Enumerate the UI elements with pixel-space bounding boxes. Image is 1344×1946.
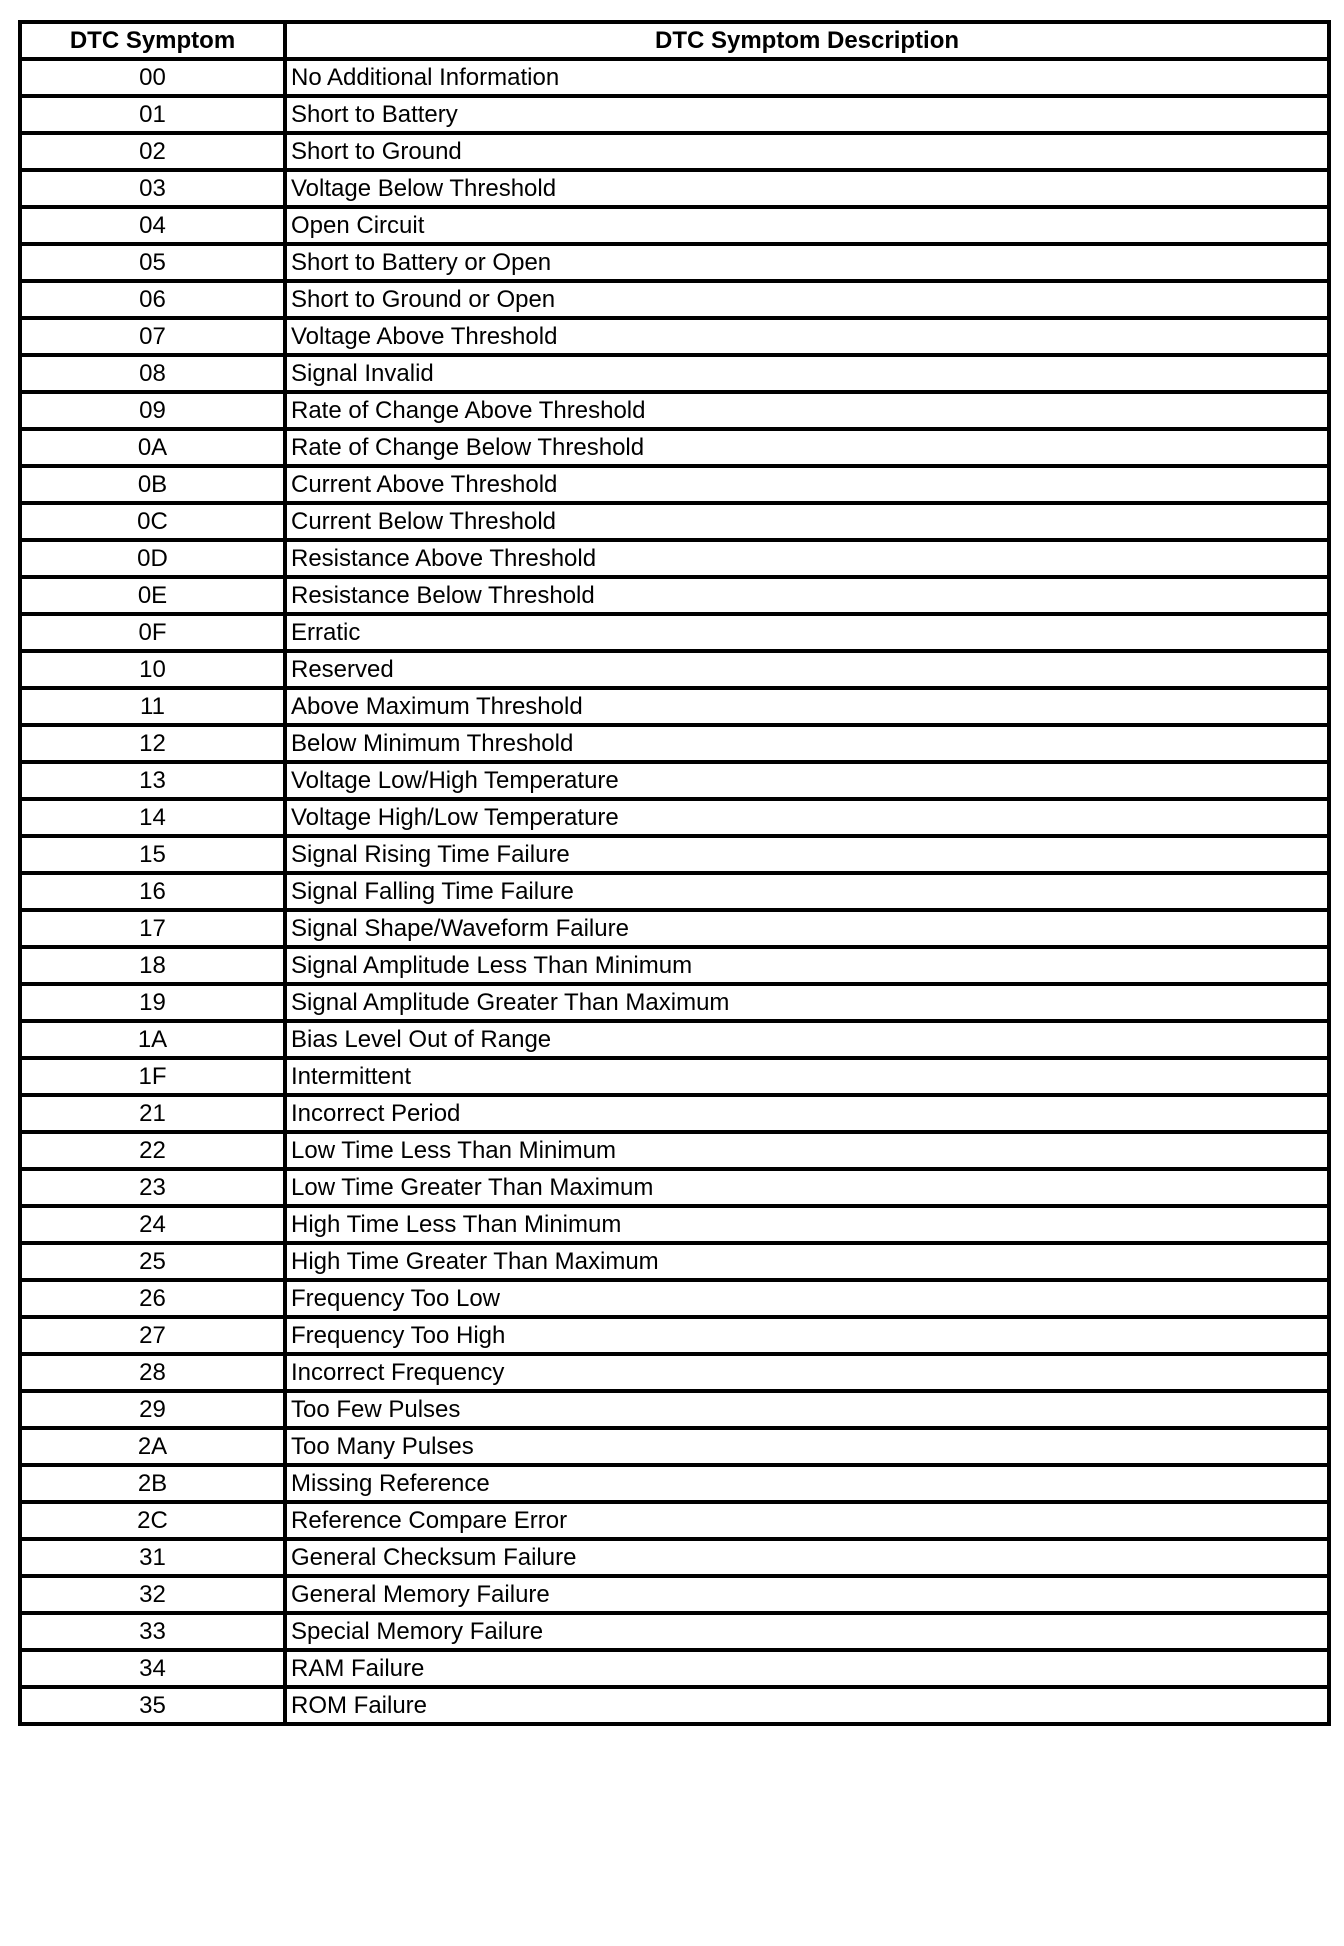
dtc-symptom-code: 32 — [20, 1576, 285, 1613]
table-row — [20, 762, 1329, 799]
dtc-symptom-code: 31 — [20, 1539, 285, 1576]
table-row — [20, 392, 1329, 429]
dtc-symptom-code: 25 — [20, 1243, 285, 1280]
dtc-symptom-description: Rate of Change Above Threshold — [285, 392, 1329, 429]
dtc-symptom-description: General Checksum Failure — [285, 1539, 1329, 1576]
header-dtc-symptom: DTC Symptom — [20, 22, 285, 59]
dtc-symptom-description: Intermittent — [285, 1058, 1329, 1095]
dtc-symptom-code: 28 — [20, 1354, 285, 1391]
table-row — [20, 1243, 1329, 1280]
dtc-symptom-description: Open Circuit — [285, 207, 1329, 244]
dtc-symptom-description: Incorrect Period — [285, 1095, 1329, 1132]
dtc-symptom-code: 05 — [20, 244, 285, 281]
dtc-symptom-description: Short to Ground — [285, 133, 1329, 170]
table-row — [20, 1428, 1329, 1465]
table-row — [20, 503, 1329, 540]
dtc-symptom-code: 10 — [20, 651, 285, 688]
dtc-symptom-description: Above Maximum Threshold — [285, 688, 1329, 725]
table-row — [20, 355, 1329, 392]
dtc-symptom-description: Missing Reference — [285, 1465, 1329, 1502]
dtc-symptom-code: 00 — [20, 59, 285, 96]
dtc-symptom-description: Too Few Pulses — [285, 1391, 1329, 1428]
table-row — [20, 133, 1329, 170]
dtc-symptom-description: High Time Greater Than Maximum — [285, 1243, 1329, 1280]
dtc-symptom-description: Voltage Low/High Temperature — [285, 762, 1329, 799]
table-row — [20, 614, 1329, 651]
dtc-symptom-code: 0A — [20, 429, 285, 466]
table-row — [20, 1280, 1329, 1317]
table-row — [20, 1058, 1329, 1095]
dtc-symptom-description: General Memory Failure — [285, 1576, 1329, 1613]
table-row — [20, 688, 1329, 725]
dtc-symptom-code: 23 — [20, 1169, 285, 1206]
dtc-symptom-description: Incorrect Frequency — [285, 1354, 1329, 1391]
table-row — [20, 1317, 1329, 1354]
dtc-symptom-code: 16 — [20, 873, 285, 910]
table-header — [20, 22, 1329, 59]
table-row — [20, 1502, 1329, 1539]
dtc-symptom-code: 12 — [20, 725, 285, 762]
table-row — [20, 1613, 1329, 1650]
header-dtc-symptom-description: DTC Symptom Description — [285, 22, 1329, 59]
dtc-symptom-code: 09 — [20, 392, 285, 429]
dtc-symptom-code: 1A — [20, 1021, 285, 1058]
dtc-symptom-description: Voltage Below Threshold — [285, 170, 1329, 207]
dtc-symptom-code: 18 — [20, 947, 285, 984]
dtc-symptom-description: No Additional Information — [285, 59, 1329, 96]
table-row — [20, 466, 1329, 503]
dtc-symptom-code: 34 — [20, 1650, 285, 1687]
table-row — [20, 1132, 1329, 1169]
table-row — [20, 1206, 1329, 1243]
dtc-symptom-code: 0B — [20, 466, 285, 503]
dtc-symptom-description: ROM Failure — [285, 1687, 1329, 1724]
table-row — [20, 1465, 1329, 1502]
dtc-symptom-description: Current Above Threshold — [285, 466, 1329, 503]
dtc-symptom-code: 0C — [20, 503, 285, 540]
table-row — [20, 577, 1329, 614]
table-row — [20, 984, 1329, 1021]
table-row — [20, 1391, 1329, 1428]
dtc-symptom-code: 21 — [20, 1095, 285, 1132]
table-row — [20, 540, 1329, 577]
table-row — [20, 1687, 1329, 1724]
dtc-symptom-code: 1F — [20, 1058, 285, 1095]
dtc-symptom-code: 2C — [20, 1502, 285, 1539]
table-row — [20, 1354, 1329, 1391]
dtc-symptom-code: 13 — [20, 762, 285, 799]
dtc-symptom-code: 17 — [20, 910, 285, 947]
dtc-symptom-description: Signal Amplitude Greater Than Maximum — [285, 984, 1329, 1021]
dtc-symptom-description: Frequency Too High — [285, 1317, 1329, 1354]
table-row — [20, 725, 1329, 762]
table-row — [20, 651, 1329, 688]
dtc-symptom-description: Signal Falling Time Failure — [285, 873, 1329, 910]
dtc-symptom-description: Frequency Too Low — [285, 1280, 1329, 1317]
dtc-symptom-code: 06 — [20, 281, 285, 318]
table-row — [20, 207, 1329, 244]
table-row — [20, 1095, 1329, 1132]
dtc-symptom-code: 07 — [20, 318, 285, 355]
dtc-symptom-description: Short to Battery — [285, 96, 1329, 133]
dtc-symptom-code: 2B — [20, 1465, 285, 1502]
dtc-symptom-code: 01 — [20, 96, 285, 133]
dtc-symptom-code: 0F — [20, 614, 285, 651]
table-body — [20, 59, 1329, 1724]
dtc-symptom-code: 29 — [20, 1391, 285, 1428]
dtc-symptom-description: Voltage Above Threshold — [285, 318, 1329, 355]
table-row — [20, 59, 1329, 96]
dtc-symptom-code: 24 — [20, 1206, 285, 1243]
dtc-symptom-code: 22 — [20, 1132, 285, 1169]
dtc-symptom-code: 15 — [20, 836, 285, 873]
dtc-symptom-description: Signal Shape/Waveform Failure — [285, 910, 1329, 947]
table-row — [20, 799, 1329, 836]
table-row — [20, 429, 1329, 466]
table-row — [20, 836, 1329, 873]
dtc-symptom-code: 27 — [20, 1317, 285, 1354]
dtc-symptom-description: Signal Invalid — [285, 355, 1329, 392]
dtc-symptom-description: Short to Battery or Open — [285, 244, 1329, 281]
dtc-symptom-description: Special Memory Failure — [285, 1613, 1329, 1650]
dtc-symptom-description: Low Time Greater Than Maximum — [285, 1169, 1329, 1206]
table-row — [20, 96, 1329, 133]
table-row — [20, 873, 1329, 910]
dtc-symptom-code: 2A — [20, 1428, 285, 1465]
dtc-symptom-description: RAM Failure — [285, 1650, 1329, 1687]
dtc-symptom-description: Too Many Pulses — [285, 1428, 1329, 1465]
dtc-symptom-code: 08 — [20, 355, 285, 392]
dtc-symptom-code: 02 — [20, 133, 285, 170]
table-row — [20, 244, 1329, 281]
dtc-symptom-description: Short to Ground or Open — [285, 281, 1329, 318]
dtc-symptom-code: 26 — [20, 1280, 285, 1317]
dtc-symptom-code: 19 — [20, 984, 285, 1021]
table-row — [20, 1021, 1329, 1058]
dtc-symptom-description: Signal Amplitude Less Than Minimum — [285, 947, 1329, 984]
dtc-symptom-description: Resistance Above Threshold — [285, 540, 1329, 577]
dtc-symptom-description: Voltage High/Low Temperature — [285, 799, 1329, 836]
dtc-symptom-description: Erratic — [285, 614, 1329, 651]
dtc-symptom-code: 03 — [20, 170, 285, 207]
table-row — [20, 1169, 1329, 1206]
dtc-symptom-code: 35 — [20, 1687, 285, 1724]
table-row — [20, 1539, 1329, 1576]
dtc-symptom-description: Low Time Less Than Minimum — [285, 1132, 1329, 1169]
dtc-symptom-description: Reference Compare Error — [285, 1502, 1329, 1539]
dtc-symptom-description: Bias Level Out of Range — [285, 1021, 1329, 1058]
table-row — [20, 947, 1329, 984]
dtc-symptom-description: Rate of Change Below Threshold — [285, 429, 1329, 466]
dtc-symptom-table — [18, 20, 1331, 1726]
dtc-symptom-description: Current Below Threshold — [285, 503, 1329, 540]
table-row — [20, 318, 1329, 355]
table-row — [20, 1650, 1329, 1687]
dtc-symptom-description: High Time Less Than Minimum — [285, 1206, 1329, 1243]
dtc-symptom-description: Resistance Below Threshold — [285, 577, 1329, 614]
dtc-symptom-description: Reserved — [285, 651, 1329, 688]
dtc-symptom-code: 11 — [20, 688, 285, 725]
dtc-symptom-description: Below Minimum Threshold — [285, 725, 1329, 762]
dtc-symptom-description: Signal Rising Time Failure — [285, 836, 1329, 873]
table-row — [20, 170, 1329, 207]
header-row — [20, 22, 1329, 59]
table-row — [20, 281, 1329, 318]
dtc-symptom-code: 14 — [20, 799, 285, 836]
dtc-symptom-code: 04 — [20, 207, 285, 244]
table-row — [20, 910, 1329, 947]
table-row — [20, 1576, 1329, 1613]
dtc-symptom-code: 0E — [20, 577, 285, 614]
dtc-symptom-code: 0D — [20, 540, 285, 577]
dtc-symptom-code: 33 — [20, 1613, 285, 1650]
